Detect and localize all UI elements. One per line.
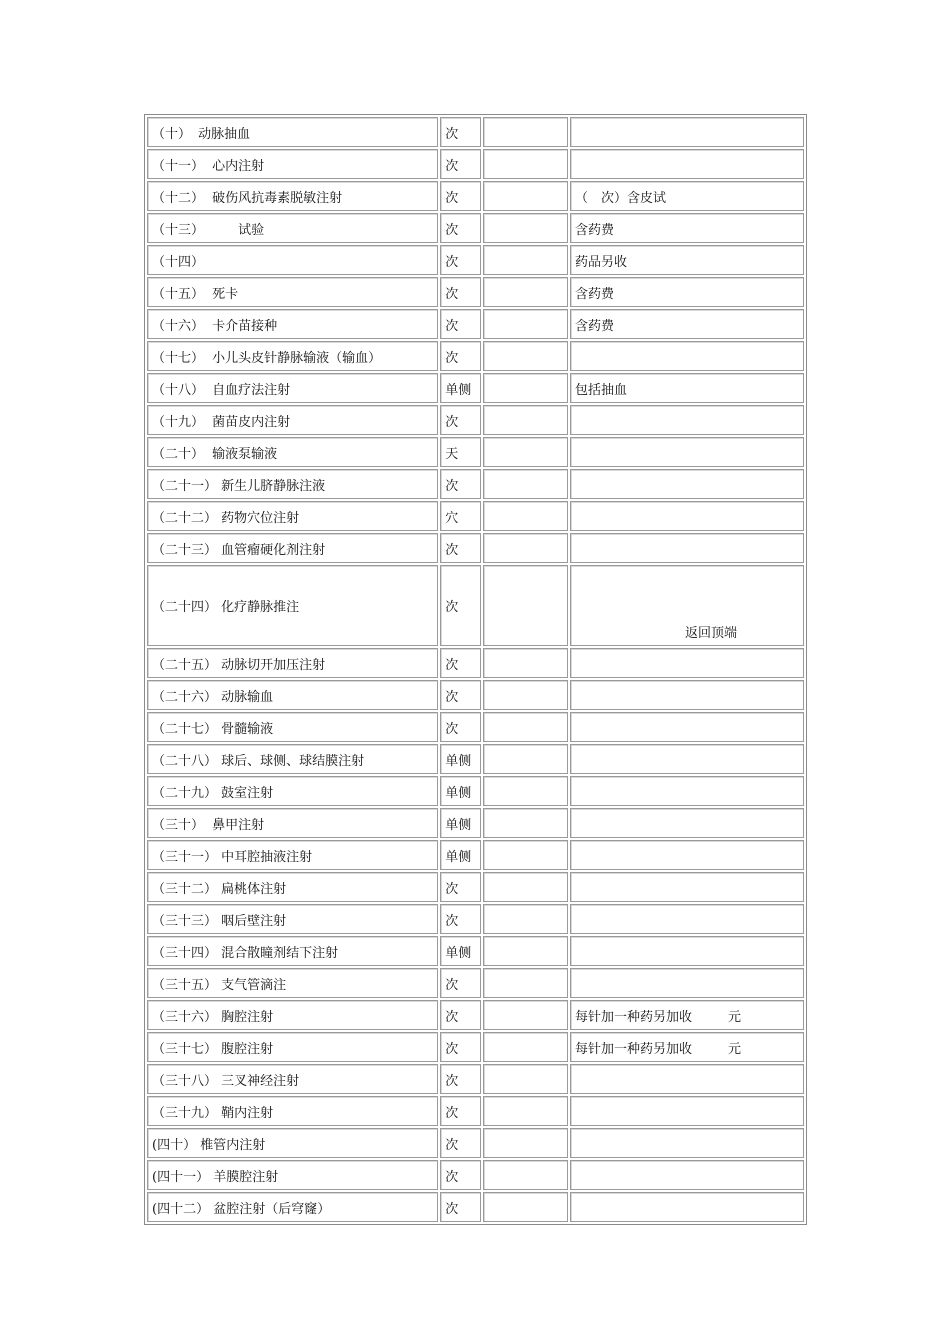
table-row — [147, 565, 804, 646]
table-row — [147, 872, 804, 902]
price-cell — [483, 405, 568, 435]
unit-cell: 单侧 — [440, 373, 481, 403]
note-cell — [570, 373, 804, 403]
unit-cell: 单侧 — [440, 936, 481, 966]
unit-cell: 次 — [440, 309, 481, 339]
item-number: （三十二） — [152, 881, 218, 897]
table-row — [147, 469, 804, 499]
note-cell — [570, 648, 804, 678]
table-row — [147, 213, 804, 243]
unit-cell: 次 — [440, 872, 481, 902]
item-number: （三十八） — [152, 1073, 218, 1089]
item-number: (四十二） — [152, 1201, 210, 1217]
note-cell — [570, 1000, 804, 1030]
item-number: （二十二） — [152, 510, 218, 526]
item-name: 血管瘤硬化剂注射 — [221, 542, 326, 558]
note-cell — [570, 1192, 804, 1222]
unit-cell: 次 — [440, 213, 481, 243]
unit-cell: 单侧 — [440, 808, 481, 838]
item-cell — [147, 968, 438, 998]
price-cell — [483, 277, 568, 307]
note-cell — [570, 181, 804, 211]
unit-cell: 次 — [440, 277, 481, 307]
item-number: （十四） — [152, 254, 205, 270]
item-number: （二十三） — [152, 542, 218, 558]
item-number: （二十五） — [152, 657, 218, 673]
item-cell — [147, 213, 438, 243]
unit-cell: 单侧 — [440, 776, 481, 806]
item-number: （三十三） — [152, 913, 218, 929]
item-cell — [147, 117, 438, 147]
item-name: 化疗静脉推注 — [221, 600, 300, 615]
note-cell — [570, 277, 804, 307]
table-row — [147, 245, 804, 275]
unit-cell: 次 — [440, 533, 481, 563]
table-row — [147, 277, 804, 307]
item-number: （三十一） — [152, 849, 218, 865]
price-cell — [483, 904, 568, 934]
table-row — [147, 341, 804, 371]
item-cell — [147, 936, 438, 966]
item-name: 椎管内注射 — [200, 1137, 266, 1153]
table-row — [147, 968, 804, 998]
table-row — [147, 501, 804, 531]
price-cell — [483, 808, 568, 838]
price-cell — [483, 840, 568, 870]
item-number: （十六） — [152, 318, 205, 334]
item-cell — [147, 712, 438, 742]
item-cell — [147, 808, 438, 838]
item-cell — [147, 501, 438, 531]
table-row — [147, 1032, 804, 1062]
price-cell — [483, 501, 568, 531]
note-cell — [570, 501, 804, 531]
item-cell — [147, 1032, 438, 1062]
item-number: （三十四） — [152, 945, 218, 961]
unit-cell: 次 — [440, 1192, 481, 1222]
item-name: 破伤风抗毒素脱敏注射 — [212, 190, 343, 206]
item-name: 骨髓输液 — [221, 721, 274, 737]
item-name: 动脉输血 — [221, 689, 274, 705]
table-row — [147, 808, 804, 838]
note-cell — [570, 117, 804, 147]
note-cell — [570, 904, 804, 934]
unit-cell: 次 — [440, 968, 481, 998]
table-row — [147, 149, 804, 179]
item-number: （十七） — [152, 350, 205, 366]
unit-cell: 次 — [440, 341, 481, 371]
unit-cell: 次 — [440, 469, 481, 499]
table-row — [147, 936, 804, 966]
item-cell — [147, 181, 438, 211]
unit-cell: 穴 — [440, 501, 481, 531]
item-name: 动脉抽血 — [198, 126, 251, 142]
item-number: （二十） — [152, 446, 205, 462]
item-number: （二十四） — [152, 600, 218, 615]
item-cell — [147, 437, 438, 467]
item-number: （二十七） — [152, 721, 218, 737]
price-cell — [483, 1096, 568, 1126]
item-name: 腹腔注射 — [221, 1041, 274, 1057]
price-cell — [483, 117, 568, 147]
item-cell — [147, 1096, 438, 1126]
item-cell — [147, 1000, 438, 1030]
item-cell — [147, 149, 438, 179]
unit-cell: 次 — [440, 1160, 481, 1190]
note-cell — [570, 533, 804, 563]
item-number: （三十） — [152, 817, 205, 833]
unit-cell: 次 — [440, 1032, 481, 1062]
item-cell — [147, 904, 438, 934]
price-cell — [483, 776, 568, 806]
item-name: 支气管滴注 — [221, 977, 287, 993]
unit-cell: 次 — [440, 680, 481, 710]
item-name: 混合散瞳剂结下注射 — [221, 945, 339, 961]
note-cell — [570, 776, 804, 806]
return-to-top-link[interactable]: 返回顶端 — [684, 626, 737, 641]
unit-cell: 次 — [440, 1128, 481, 1158]
price-cell — [483, 341, 568, 371]
item-name: 鞘内注射 — [221, 1105, 274, 1121]
item-cell — [147, 405, 438, 435]
note-cell — [570, 405, 804, 435]
item-number: （二十六） — [152, 689, 218, 705]
note-text: 药品另收 — [574, 254, 627, 270]
unit-cell: 天 — [440, 437, 481, 467]
note-cell — [570, 1160, 804, 1190]
note-cell — [570, 840, 804, 870]
note-cell — [570, 872, 804, 902]
item-name: 动脉切开加压注射 — [221, 657, 326, 673]
item-cell — [147, 565, 438, 646]
fee-table-body — [147, 117, 804, 1222]
item-name: 死卡 — [212, 286, 239, 302]
price-cell — [483, 1064, 568, 1094]
table-row — [147, 1000, 804, 1030]
item-cell — [147, 1192, 438, 1222]
table-row — [147, 840, 804, 870]
note-cell — [570, 1032, 804, 1062]
item-number: （十九） — [152, 414, 205, 430]
item-number: (四十一） — [152, 1169, 210, 1185]
item-number: （三十六） — [152, 1009, 218, 1025]
note-text: 包括抽血 — [574, 382, 627, 398]
item-name: 鼓室注射 — [221, 785, 274, 801]
item-cell — [147, 1064, 438, 1094]
unit-cell: 次 — [440, 149, 481, 179]
item-name: 扁桃体注射 — [221, 881, 287, 897]
price-cell — [483, 149, 568, 179]
table-row — [147, 680, 804, 710]
note-cell — [570, 680, 804, 710]
note-cell — [570, 309, 804, 339]
note-unit: 元 — [727, 1009, 741, 1025]
item-name: 试验 — [212, 222, 265, 238]
unit-cell: 次 — [440, 904, 481, 934]
item-number: （十） — [152, 126, 192, 142]
unit-cell: 次 — [440, 565, 481, 646]
price-cell — [483, 245, 568, 275]
item-cell — [147, 1128, 438, 1158]
table-row — [147, 904, 804, 934]
note-cell — [570, 149, 804, 179]
price-cell — [483, 648, 568, 678]
item-cell — [147, 277, 438, 307]
table-row — [147, 373, 804, 403]
unit-cell: 次 — [440, 117, 481, 147]
price-cell — [483, 872, 568, 902]
item-name: 心内注射 — [212, 158, 265, 174]
note-cell — [570, 744, 804, 774]
unit-cell: 次 — [440, 648, 481, 678]
price-cell — [483, 437, 568, 467]
price-cell — [483, 533, 568, 563]
note-cell — [570, 712, 804, 742]
note-cell — [570, 1064, 804, 1094]
item-name: 球后、球侧、球结膜注射 — [221, 753, 365, 769]
note-text: 含药费 — [574, 286, 614, 302]
item-cell — [147, 776, 438, 806]
unit-cell: 次 — [440, 1064, 481, 1094]
item-name: 药物穴位注射 — [221, 510, 300, 526]
unit-cell: 单侧 — [440, 840, 481, 870]
table-row — [147, 1064, 804, 1094]
fee-table — [144, 114, 807, 1225]
note-text: 每针加一种药另加收 — [574, 1009, 692, 1025]
note-cell — [570, 1096, 804, 1126]
note-cell — [570, 213, 804, 243]
price-cell — [483, 373, 568, 403]
price-cell — [483, 680, 568, 710]
note-text: 含药费 — [574, 318, 614, 334]
item-number: （十五） — [152, 286, 205, 302]
item-number: （十八） — [152, 382, 205, 398]
price-cell — [483, 1192, 568, 1222]
item-name: 输液泵输液 — [212, 446, 278, 462]
item-number: （十一） — [152, 158, 205, 174]
item-name: 自血疗法注射 — [212, 382, 291, 398]
price-cell — [483, 712, 568, 742]
item-cell — [147, 533, 438, 563]
price-cell — [483, 744, 568, 774]
item-name: 鼻甲注射 — [212, 817, 265, 833]
table-row — [147, 1096, 804, 1126]
note-cell — [570, 808, 804, 838]
note-cell — [570, 245, 804, 275]
item-cell — [147, 680, 438, 710]
item-number: （三十五） — [152, 977, 218, 993]
note-cell — [570, 936, 804, 966]
table-row — [147, 712, 804, 742]
unit-cell: 单侧 — [440, 744, 481, 774]
table-row — [147, 533, 804, 563]
table-row — [147, 648, 804, 678]
price-cell — [483, 1032, 568, 1062]
item-name: 中耳腔抽液注射 — [221, 849, 313, 865]
table-row — [147, 309, 804, 339]
price-cell — [483, 309, 568, 339]
item-cell — [147, 872, 438, 902]
note-cell — [570, 968, 804, 998]
note-text: 含药费 — [574, 222, 614, 238]
item-number: （十二） — [152, 190, 205, 206]
price-cell — [483, 469, 568, 499]
table-row — [147, 405, 804, 435]
unit-cell: 次 — [440, 181, 481, 211]
note-cell — [570, 341, 804, 371]
item-cell — [147, 648, 438, 678]
item-number: （三十九） — [152, 1105, 218, 1121]
price-cell — [483, 936, 568, 966]
price-cell — [483, 1000, 568, 1030]
unit-cell: 次 — [440, 1096, 481, 1126]
item-cell — [147, 1160, 438, 1190]
item-name: 小儿头皮针静脉输液（输血） — [212, 350, 382, 366]
table-row — [147, 1160, 804, 1190]
price-cell — [483, 213, 568, 243]
note-text: （ 次）含皮试 — [574, 190, 666, 206]
table-row — [147, 437, 804, 467]
price-cell — [483, 1160, 568, 1190]
note-cell — [570, 469, 804, 499]
item-name: 新生儿脐静脉注液 — [221, 478, 326, 494]
item-name: 羊膜腔注射 — [213, 1169, 279, 1185]
item-number: （三十七） — [152, 1041, 218, 1057]
unit-cell: 次 — [440, 1000, 481, 1030]
item-number: （十三） — [152, 222, 205, 238]
item-name: 菌苗皮内注射 — [212, 414, 291, 430]
price-cell — [483, 968, 568, 998]
item-cell — [147, 245, 438, 275]
item-cell — [147, 469, 438, 499]
unit-cell: 次 — [440, 712, 481, 742]
table-row — [147, 1128, 804, 1158]
table-row — [147, 744, 804, 774]
item-number: （二十九） — [152, 785, 218, 801]
unit-cell: 次 — [440, 245, 481, 275]
item-name: 胸腔注射 — [221, 1009, 274, 1025]
item-name: 卡介苗接种 — [212, 318, 278, 334]
table-row — [147, 117, 804, 147]
price-cell — [483, 181, 568, 211]
item-number: （二十八） — [152, 753, 218, 769]
table-row — [147, 181, 804, 211]
price-cell — [483, 1128, 568, 1158]
item-number: （二十一） — [152, 478, 218, 494]
item-number: (四十） — [152, 1137, 197, 1153]
note-text: 每针加一种药另加收 — [574, 1041, 692, 1057]
table-row — [147, 1192, 804, 1222]
note-cell — [570, 1128, 804, 1158]
item-cell — [147, 373, 438, 403]
table-row — [147, 776, 804, 806]
item-name: 咽后壁注射 — [221, 913, 287, 929]
item-cell — [147, 309, 438, 339]
price-cell — [483, 565, 568, 646]
item-cell — [147, 840, 438, 870]
note-cell — [570, 437, 804, 467]
item-name: 三叉神经注射 — [221, 1073, 300, 1089]
item-cell — [147, 744, 438, 774]
item-cell — [147, 341, 438, 371]
note-unit: 元 — [727, 1041, 741, 1057]
note-cell — [570, 565, 804, 646]
item-name: 盆腔注射（后穹窿） — [213, 1201, 331, 1217]
unit-cell: 次 — [440, 405, 481, 435]
